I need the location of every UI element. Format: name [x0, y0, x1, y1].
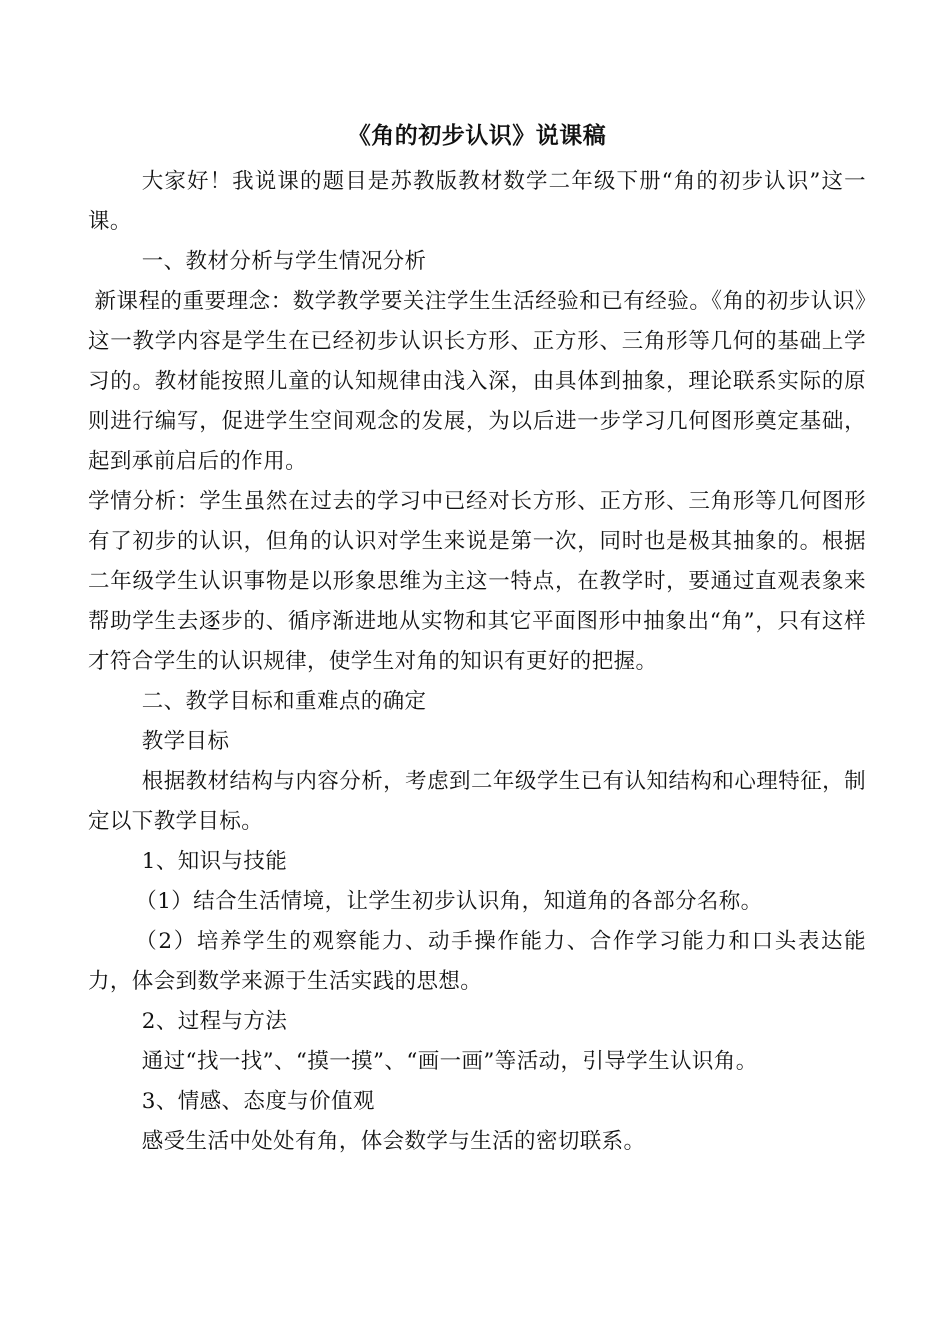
student-analysis-paragraph: 学情分析：学生虽然在过去的学习中已经对长方形、正方形、三角形等几何图形有了初步的认识，但角的认识对学生来说是第一次，同时也是极其抽象的。根据二年级学生认识事物是以形象思维为主这一特点，在教学时，要通过直观表象来帮助学生去逐步的、循序渐进地从实物和其它平面图形中抽象出“角”，只有这样才符合学生的认识规律，使学生对角的知识有更好的把握。 [88, 489, 866, 674]
intro-paragraph: 大家好！我说课的题目是苏教版教材数学二年级下册“角的初步认识”这一课。 [88, 169, 866, 234]
textbook-analysis-paragraph: 新课程的重要理念：数学教学要关注学生生活经验和已有经验。《角的初步认识》这一教学内容是学生在已经初步认识长方形、正方形、三角形等几何的基础上学习的。教材能按照儿童的认知规律由浅入深，由具体到抽象，理论联系实际的原则进行编写，促进学生空间观念的发展，为以后进一步学习几何图形奠定基础，起到承前启后的作用。 [88, 289, 866, 474]
emotion-values-paragraph: 感受生活中处处有角，体会数学与生活的密切联系。 [141, 1129, 646, 1154]
document-body [88, 118, 866, 1162]
goal-heading-1: 1、知识与技能 [141, 849, 288, 874]
goal-heading-3: 3、情感、态度与价值观 [141, 1089, 375, 1114]
goal-heading-2: 2、过程与方法 [141, 1009, 288, 1034]
goal-item-1: （1）结合生活情境，让学生初步认识角，知道角的各部分名称。 [135, 889, 763, 914]
subheading-teaching-goals: 教学目标 [141, 729, 230, 754]
goals-intro-paragraph: 根据教材结构与内容分析，考虑到二年级学生已有认知结构和心理特征，制定以下教学目标。 [88, 769, 866, 834]
section-heading-2: 二、教学目标和重难点的确定 [141, 689, 427, 714]
goal-item-2: （2）培养学生的观察能力、动手操作能力、合作学习能力和口头表达能力，体会到数学来源于生活实践的思想。 [88, 929, 866, 994]
document-title: 《角的初步认识》说课稿 [347, 122, 607, 149]
section-heading-1: 一、教材分析与学生情况分析 [141, 249, 427, 274]
process-method-paragraph: 通过“找一找”、“摸一摸”、“画一画”等活动，引导学生认识角。 [141, 1049, 758, 1074]
